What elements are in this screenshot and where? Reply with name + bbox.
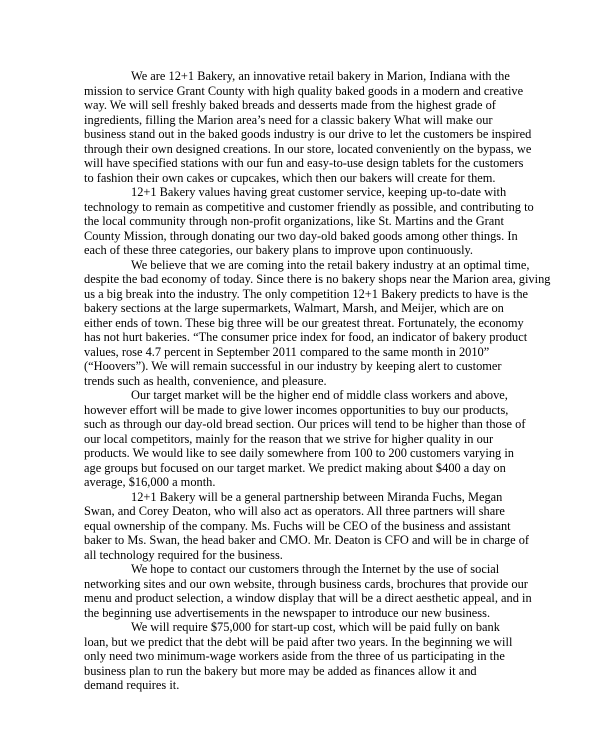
document-text-line: networking sites and our own website, through business cards, brochures that provide our [84, 576, 528, 591]
document-text-line: products. We would like to see daily somewhere from 100 to 200 customers varying in [84, 446, 514, 460]
document-text-line: mission to service Grant County with high quality baked goods in a modern and creative [84, 83, 524, 98]
document-text-line: 12+1 Bakery values having great customer service, keeping up-to-date with [131, 185, 507, 199]
document-text-line: trends such as health, convenience, and pleasure. [84, 373, 327, 388]
document-text-line: average, $16,000 a month. [84, 475, 216, 489]
document-text-line: We are 12+1 Bakery, an innovative retail bakery in Marion, Indiana with the [131, 69, 510, 83]
document-text-line: to fashion their own cakes or cupcakes, which then our bakers will create for them. [84, 170, 496, 185]
document-text-line: 12+1 Bakery will be a general partnership between Miranda Fuchs, Megan [131, 489, 503, 504]
document-text-line: all technology required for the business. [84, 547, 283, 562]
document-text-line: Our target market will be the higher end of middle class workers and above, [131, 388, 508, 402]
document-text-line: our local competitors, mainly for the reason that we strive for higher quality in our [84, 431, 494, 446]
document-text-line: County Mission, through donating our two day-old baked goods among other things. In [84, 228, 518, 243]
document-text-line: Swan, and Corey Deaton, who will also act as operators. All three partners will share [84, 504, 505, 518]
document-text-line: We hope to contact our customers through the Internet by the use of social [131, 562, 500, 576]
document-text-line: business plan to run the bakery but more may be added as finances allow it and [84, 663, 477, 678]
document-text-line: baker to Ms. Swan, the head baker and CMO. Mr. Deaton is CFO and will be in charge of [84, 533, 530, 547]
document-text-line: technology to remain as competitive and customer friendly as possible, and contributing to [84, 199, 534, 214]
document-text-line: has not hurt bakeries. “The consumer price index for food, an indicator of bakery product [84, 330, 528, 344]
document-text-line: menu and product selection, a window display that will be a direct aesthetic appeal, and in [84, 591, 532, 605]
document-text-line: demand requires it. [84, 678, 180, 692]
document-text-line: however effort will be made to give lower incomes opportunities to buy our products, [84, 402, 509, 417]
document-text-line: us a big break into the industry. The only competition 12+1 Bakery predicts to have is the [84, 286, 529, 301]
document-text-line: despite the bad economy of today. Since there is no bakery shops near the Marion area, giving [84, 272, 551, 286]
document-text-line: the beginning use advertisements in the newspaper to introduce our new business. [84, 605, 491, 620]
document-text-line: (“Hoovers”). We will remain successful in our industry by keeping alert to customer [84, 359, 502, 373]
document-text-line: We believe that we are coming into the retail bakery industry at an optimal time, [131, 257, 530, 272]
document-text-line: way. We will sell freshly baked breads and desserts made from the highest grade of [84, 98, 496, 112]
document-text-line: loan, but we predict that the debt will be paid after two years. In the beginning we will [84, 634, 513, 649]
document-body [84, 69, 551, 693]
document-text-line: business stand out in the baked goods industry is our drive to let the customers be inspired [84, 127, 532, 141]
document-text-line: each of these three categories, our bakery plans to improve upon continuously. [84, 243, 474, 257]
document-text-line: values, rose 4.7 percent in September 2011 compared to the same month in 2010” [84, 344, 490, 359]
document-text-line: such as through our day-old bread section. Our prices will tend to be higher than those of [84, 417, 526, 431]
document-text-line: only need two minimum-wage workers aside from the three of us participating in the [84, 649, 505, 663]
document-text-line: will have specified stations with our fun and easy-to-use design tablets for the customers [84, 156, 524, 170]
document-text-line: ingredients, filling the Marion area’s need for a classic bakery What will make our [84, 112, 493, 127]
document-text-line: through their own designed creations. In our store, located conveniently on the bypass, we [84, 141, 532, 156]
document-text-line: the local community through non-profit organizations, like St. Martins and the Grant [84, 214, 504, 228]
document-text-line: either ends of town. These big three will be our greatest threat. Fortunately, the economy [84, 315, 524, 330]
document-text-line: equal ownership of the company. Ms. Fuchs will be CEO of the business and assistant [84, 518, 511, 533]
document-text-line: age groups but focused on our target market. We predict making about $400 a day on [84, 460, 506, 475]
document-text-line: We will require $75,000 for start-up cost, which will be paid fully on bank [131, 620, 500, 634]
document-text-line: bakery sections at the large supermarkets, Walmart, Marsh, and Meijer, which are on [84, 301, 504, 315]
